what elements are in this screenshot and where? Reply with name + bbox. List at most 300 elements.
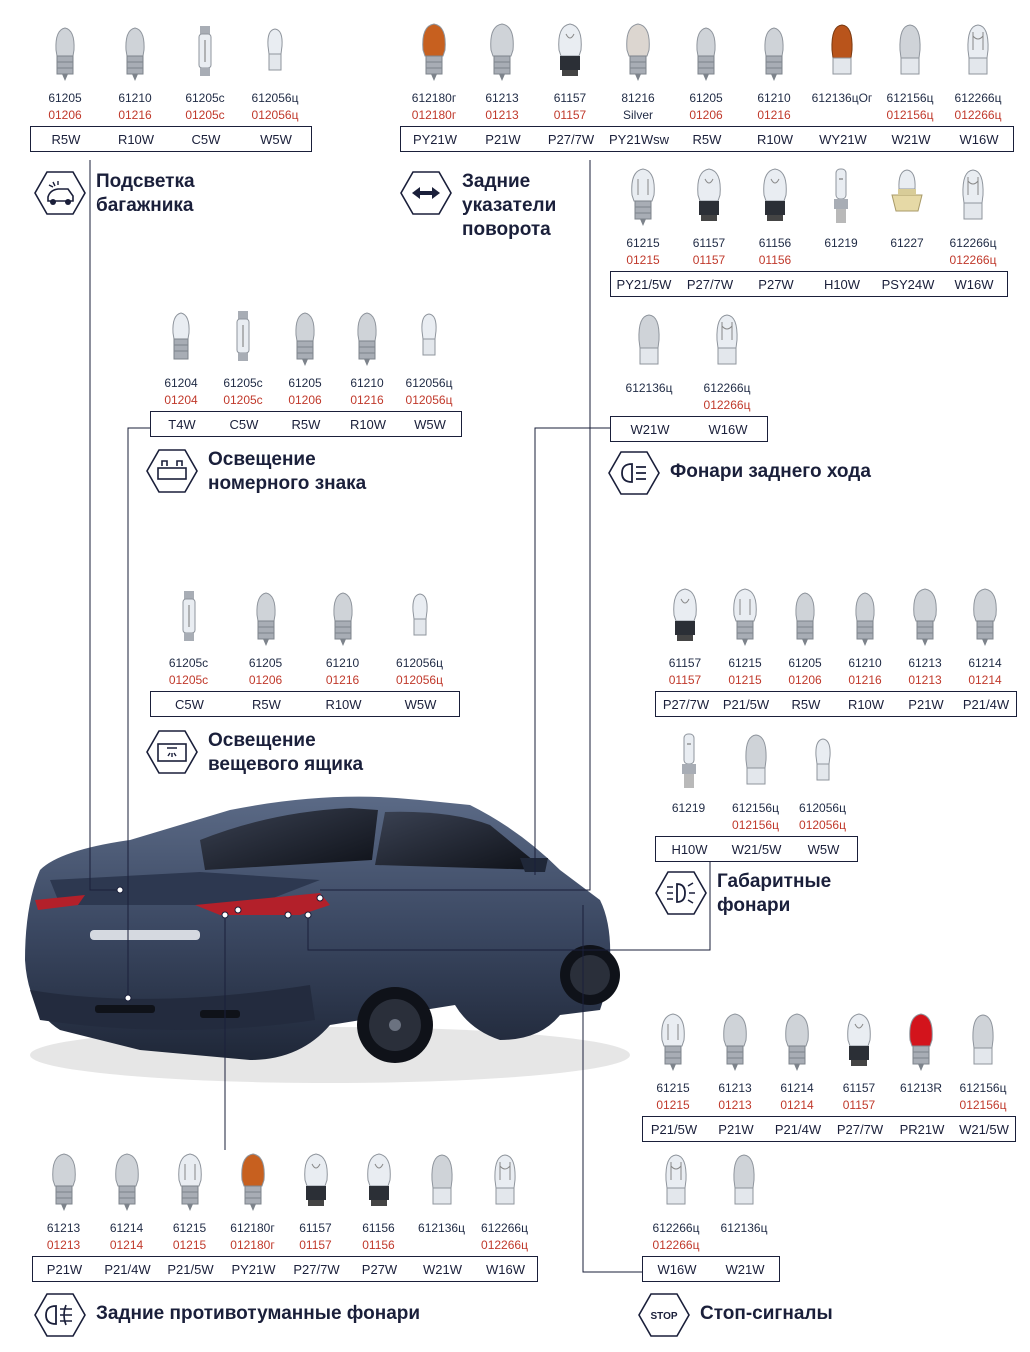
- article-code-primary: 61156: [758, 236, 792, 250]
- title-glovebox-line1: Освещение: [208, 730, 316, 751]
- bulb-image-amber-wedge: [812, 20, 872, 90]
- article-code-primary: 612056ц: [405, 376, 453, 390]
- connector-plate: [128, 428, 150, 998]
- title-reverse-line1: Фонари заднего хода: [670, 461, 871, 482]
- article-code-alt: 01206: [689, 108, 723, 122]
- bulb-image-plastic-base: [745, 165, 805, 235]
- article-code-primary: 61157: [553, 91, 587, 105]
- article-code: [654, 800, 724, 834]
- article-code: [872, 235, 942, 269]
- group-brake-2-type-table: [642, 1256, 780, 1282]
- group-glovebox-type-table: [150, 691, 460, 717]
- article-code: [740, 235, 810, 269]
- article-code-primary: 61205: [689, 91, 723, 105]
- article-code: [100, 90, 170, 124]
- stop-icon: [638, 1292, 690, 1338]
- bulb-image-wedge-small: [245, 20, 305, 90]
- article-code-primary: 61205: [288, 376, 322, 390]
- article-code-alt: 012266ц: [954, 108, 1002, 122]
- bulb-image-wedge: [953, 1010, 1013, 1080]
- bulb-type-cell: C5W: [229, 416, 259, 432]
- group-rear-turn-codes: [400, 90, 1012, 126]
- group-rear-turn-2-codes: [610, 235, 1006, 271]
- bulb-type-cell: W21W: [891, 131, 931, 147]
- bulb-image-ba15s: [767, 1010, 827, 1080]
- bulb-image-ba15d: [613, 165, 673, 235]
- article-code-alt: 012056ц: [251, 108, 299, 122]
- bulb-image-ba15s: [472, 20, 532, 90]
- bulb-image-red-ba15: [891, 1010, 951, 1080]
- article-code-alt: [654, 817, 724, 834]
- article-code-primary: 61213: [718, 1081, 752, 1095]
- article-code-primary: 61210: [848, 656, 882, 670]
- article-code-alt: 01215: [172, 1238, 207, 1252]
- bulb-type-cell: R5W: [791, 696, 821, 712]
- bulb-image-ba15s: [705, 1010, 765, 1080]
- article-code-alt: 012156ц: [959, 1098, 1007, 1112]
- article-code: [943, 90, 1013, 124]
- bulb-image-psy24: [877, 165, 937, 235]
- bulb-image-festoon: [213, 305, 273, 375]
- group-trunk: [30, 20, 310, 152]
- article-code-primary: 612266ц: [954, 91, 1002, 105]
- article-code-primary: 612156ц: [732, 801, 779, 815]
- group-glovebox: [150, 585, 458, 717]
- article-code-primary: 612266ц: [652, 1221, 700, 1235]
- article-code-primary: 61213: [46, 1221, 81, 1235]
- article-code-alt: 012266ц: [481, 1238, 528, 1252]
- bulb-image-plastic-base: [829, 1010, 889, 1080]
- bulb-type-cell: W16W: [959, 131, 999, 147]
- article-code: [762, 1080, 832, 1114]
- article-code-alt: 01215: [728, 673, 762, 687]
- bulb-type-cell: W16W: [486, 1261, 525, 1277]
- article-code: [470, 1220, 540, 1254]
- article-code-primary: 61205: [248, 656, 283, 670]
- article-code: [29, 1220, 99, 1254]
- article-code-alt: 01213: [908, 673, 942, 687]
- group-reverse-type-table: [610, 416, 768, 442]
- group-brake-type-table: [642, 1116, 1016, 1142]
- article-code-primary: 61213: [485, 91, 519, 105]
- type-row: [643, 1117, 1016, 1142]
- bulb-image-wedge-clear: [948, 20, 1008, 90]
- group-glovebox-bulbs: [150, 585, 458, 655]
- article-code: [208, 375, 278, 409]
- article-code: [231, 655, 301, 689]
- article-code-alt: 01206: [788, 673, 822, 687]
- bulb-type-cell: P27/7W: [547, 131, 595, 147]
- article-code-alt: 01157: [299, 1238, 332, 1252]
- turn-signal-icon: [400, 170, 452, 216]
- group-brake-2-codes: [642, 1220, 778, 1256]
- article-code-alt: 01156: [758, 253, 792, 267]
- bulb-image-halogen: [659, 730, 719, 800]
- article-code-alt: [614, 397, 684, 414]
- article-code: [948, 1080, 1018, 1114]
- article-code-alt: 01157: [668, 673, 702, 687]
- group-rear-turn-bulbs: [400, 20, 1012, 90]
- article-code: [806, 235, 876, 269]
- article-code-primary: 61210: [325, 656, 360, 670]
- bulb-image-silver-ba15: [608, 20, 668, 90]
- bulb-type-cell: P27W: [758, 276, 794, 292]
- article-code-primary: 61219: [824, 236, 858, 250]
- bulb-type-cell: P27/7W: [293, 1261, 340, 1277]
- article-code-alt: 01205с: [185, 108, 225, 122]
- stop-icon-label: STOP: [650, 1311, 678, 1322]
- group-position-codes: [655, 655, 1015, 691]
- group-position-2: [655, 730, 856, 862]
- article-code: [938, 235, 1008, 269]
- article-code-alt: Silver: [622, 108, 653, 122]
- article-code-primary: 61213: [908, 656, 942, 670]
- bulb-type-cell: PSY24W: [881, 276, 935, 292]
- group-plate-bulbs: [150, 305, 460, 375]
- article-code: [154, 655, 224, 689]
- article-code-alt: [886, 1097, 956, 1114]
- bulb-image-ba15s: [895, 585, 955, 655]
- bulb-type-cell: R10W: [847, 696, 885, 712]
- group-reverse-codes: [610, 380, 766, 416]
- trunk-light-icon: [34, 170, 86, 216]
- bulb-image-ba15s: [34, 1150, 94, 1220]
- bulb-image-wedge-clear: [475, 1150, 535, 1220]
- bulb-image-small-ba15s: [275, 305, 335, 375]
- bulb-type-cell: W21W: [725, 1261, 765, 1277]
- bulb-image-small-ba15s: [105, 20, 165, 90]
- article-code: [240, 90, 310, 124]
- bulb-type-cell: P21/4W: [962, 696, 1010, 712]
- group-rear-fog-bulbs: [32, 1150, 536, 1220]
- group-reverse: [610, 310, 766, 442]
- article-code-primary: 61205: [48, 91, 82, 105]
- article-code: [875, 90, 945, 124]
- bulb-type-cell: P21/5W: [167, 1261, 214, 1277]
- article-code: [155, 1220, 225, 1254]
- article-code-alt: 01216: [325, 673, 360, 687]
- title-plate-line2: номерного знака: [208, 473, 367, 494]
- bulb-image-wedge: [412, 1150, 472, 1220]
- bulb-type-cell: W21W: [630, 421, 670, 437]
- bulb-image-amber-ba15: [223, 1150, 283, 1220]
- group-rear-turn-2: [610, 165, 1006, 297]
- article-code: [467, 90, 537, 124]
- bulb-image-wedge-small: [793, 730, 853, 800]
- article-code-primary: 61157: [842, 1081, 876, 1095]
- bulb-type-cell: P21/5W: [650, 1121, 698, 1137]
- glovebox-light-icon: [146, 729, 198, 775]
- bulb-type-cell: W21/5W: [959, 1121, 1009, 1137]
- article-code-alt: [806, 252, 876, 269]
- title-brake-line1: Стоп-сигналы: [700, 1303, 833, 1324]
- bulb-image-wedge: [880, 20, 940, 90]
- article-code-primary: 612136ц: [418, 1221, 465, 1235]
- title-reverse: [608, 450, 871, 496]
- group-glovebox-codes: [150, 655, 458, 691]
- article-code: [146, 375, 216, 409]
- bulb-type-cell: P21W: [908, 696, 944, 712]
- bulb-image-small-ba15s: [775, 585, 835, 655]
- article-code-alt: 01215: [626, 253, 660, 267]
- article-code-primary: 612056ц: [799, 801, 846, 815]
- bulb-type-cell: P21W: [718, 1121, 754, 1137]
- group-brake-2-bulbs: [642, 1150, 778, 1220]
- article-code-alt: 01213: [485, 108, 519, 122]
- bulb-type-cell: W5W: [414, 416, 446, 432]
- bulb-image-ba15s: [955, 585, 1015, 655]
- bulb-type-cell: PY21Wsw: [609, 131, 669, 147]
- type-row: [656, 692, 1017, 717]
- group-rear-fog-codes: [32, 1220, 536, 1256]
- article-code: [394, 375, 464, 409]
- article-code-primary: 612136ц: [720, 1221, 768, 1235]
- bulb-type-cell: P27W: [361, 1261, 398, 1277]
- bulb-image-ba15d: [643, 1010, 703, 1080]
- bulb-type-cell: PY21W: [412, 131, 458, 147]
- group-rear-fog-type-table: [32, 1256, 538, 1282]
- article-code-primary: 61227: [890, 236, 924, 250]
- bulb-type-cell: T4W: [168, 416, 196, 432]
- title-rear-fog: [34, 1292, 420, 1338]
- article-code-alt: 01156: [362, 1238, 395, 1252]
- article-code-alt: 01216: [350, 393, 384, 407]
- connector-dots: [117, 887, 323, 1001]
- bulb-image-wedge-clear: [697, 310, 757, 380]
- article-code-alt: 012180г: [411, 108, 457, 122]
- article-code-alt: 01157: [842, 1098, 876, 1112]
- title-rear-turn-line1: Задние: [462, 171, 531, 192]
- article-code: [692, 380, 762, 414]
- article-code-primary: 61205с: [185, 91, 225, 105]
- article-code: [385, 655, 455, 689]
- article-code-alt: 012056ц: [396, 673, 443, 687]
- car-illustration: [25, 797, 630, 1083]
- bulb-image-ba15d: [715, 585, 775, 655]
- group-rear-turn-2-bulbs: [610, 165, 1006, 235]
- article-code-primary: 61213R: [899, 1081, 943, 1095]
- group-position-2-codes: [655, 800, 856, 836]
- bulb-type-cell: R5W: [51, 131, 81, 147]
- title-plate-line1: Освещение: [208, 449, 316, 470]
- article-code: [603, 90, 673, 124]
- bulb-type-cell: R10W: [325, 696, 362, 712]
- article-code-primary: 61214: [968, 656, 1002, 670]
- article-code-primary: 612056ц: [396, 656, 443, 670]
- bulb-type-cell: WY21W: [819, 131, 867, 147]
- bulb-type-cell: W16W: [708, 421, 748, 437]
- type-row: [151, 412, 462, 437]
- group-rear-turn-type-table: [400, 126, 1014, 152]
- bulb-image-wedge-clear: [646, 1150, 706, 1220]
- article-code-alt: 012266ц: [703, 398, 751, 412]
- title-rear-fog-line1: Задние противотуманные фонари: [96, 1303, 421, 1324]
- bulb-image-halogen: [811, 165, 871, 235]
- bulb-image-festoon: [175, 20, 235, 90]
- article-code-primary: 61204: [164, 376, 198, 390]
- article-code: [608, 235, 678, 269]
- article-code-alt: 01206: [288, 393, 322, 407]
- title-glovebox: [146, 729, 363, 777]
- article-code-primary: 612136цОг: [811, 91, 873, 105]
- article-code-alt: 01157: [553, 108, 587, 122]
- article-code-primary: 61210: [118, 91, 152, 105]
- bulb-image-t4w: [151, 305, 211, 375]
- title-trunk: [34, 170, 195, 218]
- article-code-primary: 612156ц: [959, 1081, 1007, 1095]
- article-code: [671, 90, 741, 124]
- article-code-alt: 01213: [46, 1238, 81, 1252]
- group-plate-codes: [150, 375, 460, 411]
- bulb-type-cell: R5W: [252, 696, 281, 712]
- type-row: [611, 272, 1008, 297]
- bulb-type-cell: P21W: [485, 131, 521, 147]
- article-code-alt: 012266ц: [949, 253, 997, 267]
- article-code: [270, 375, 340, 409]
- group-position-2-bulbs: [655, 730, 856, 800]
- bulb-image-small-ba15s: [744, 20, 804, 90]
- article-code: [674, 235, 744, 269]
- bulb-type-cell: H10W: [823, 276, 861, 292]
- article-code-alt: 012156ц: [732, 818, 779, 832]
- type-row: [33, 1257, 538, 1282]
- group-trunk-type-table: [30, 126, 312, 152]
- article-code-primary: 61210: [757, 91, 791, 105]
- article-code-alt: 012180г: [230, 1238, 275, 1252]
- bulb-image-wedge-small: [399, 305, 459, 375]
- article-code: [170, 90, 240, 124]
- article-code-alt: [407, 1237, 477, 1254]
- article-code: [807, 90, 877, 124]
- group-brake-bulbs: [642, 1010, 1014, 1080]
- bulb-type-cell: W16W: [954, 276, 994, 292]
- article-code: [641, 1220, 711, 1254]
- article-code: [218, 1220, 288, 1254]
- article-code: [709, 1220, 779, 1254]
- article-code: [824, 1080, 894, 1114]
- article-code-primary: 61215: [656, 1081, 690, 1095]
- article-code: [407, 1220, 477, 1254]
- article-code-alt: 01206: [248, 673, 283, 687]
- bulb-type-cell: PR21W: [899, 1121, 945, 1137]
- bulb-type-cell: P27/7W: [836, 1121, 884, 1137]
- title-trunk-line1: Подсветка: [96, 171, 195, 192]
- article-code-primary: 61215: [626, 236, 660, 250]
- article-code: [332, 375, 402, 409]
- bulb-type-cell: PY21W: [231, 1261, 276, 1277]
- article-code-primary: 61214: [780, 1081, 814, 1095]
- group-reverse-bulbs: [610, 310, 766, 380]
- article-code-primary: 612180г: [411, 91, 457, 105]
- title-rear-turn-line3: поворота: [462, 219, 551, 240]
- group-brake-codes: [642, 1080, 1014, 1116]
- bulb-type-cell: P27/7W: [686, 276, 734, 292]
- bulb-image-plastic-base: [679, 165, 739, 235]
- article-code: [30, 90, 100, 124]
- article-code: [399, 90, 469, 124]
- article-code: [281, 1220, 351, 1254]
- bulb-image-ba15s: [97, 1150, 157, 1220]
- article-code: [308, 655, 378, 689]
- article-code-alt: 01214: [109, 1238, 144, 1252]
- connector-rear-turn: [320, 160, 590, 890]
- bulb-image-small-ba15s: [835, 585, 895, 655]
- connector-position: [308, 862, 710, 950]
- article-code-alt: [807, 107, 877, 124]
- article-code-primary: 81216: [621, 91, 655, 105]
- article-code-primary: 612266ц: [949, 236, 997, 250]
- title-position-line1: Габаритные: [717, 871, 832, 892]
- article-code-primary: 61214: [109, 1221, 144, 1235]
- article-code-alt: 01216: [848, 673, 882, 687]
- bulb-image-small-ba15s: [337, 305, 397, 375]
- type-row: [31, 127, 312, 152]
- connector-brake: [583, 905, 642, 1272]
- article-code-alt: 01213: [718, 1098, 752, 1112]
- title-position-line2: фонари: [717, 895, 791, 916]
- article-code-primary: 61210: [350, 376, 384, 390]
- article-code: [886, 1080, 956, 1114]
- rear-fog-icon: [34, 1292, 86, 1338]
- article-code: [535, 90, 605, 124]
- bulb-image-wedge: [619, 310, 679, 380]
- group-brake-2: [642, 1150, 778, 1282]
- title-rear-turn: [400, 170, 556, 242]
- article-code-alt: 01157: [692, 253, 726, 267]
- article-code-primary: 61157: [692, 236, 726, 250]
- type-row: [656, 837, 858, 862]
- bulb-image-ba15d: [160, 1150, 220, 1220]
- bulb-type-cell: W21/5W: [731, 841, 782, 857]
- title-glovebox-line2: вещевого ящика: [208, 754, 364, 775]
- bulb-type-cell: W5W: [260, 131, 292, 147]
- article-code-primary: 612136ц: [625, 381, 673, 395]
- connector-trunk: [90, 160, 120, 890]
- article-code-alt: 01206: [48, 108, 82, 122]
- bulb-image-amber-ba15: [404, 20, 464, 90]
- article-code-alt: 012056ц: [405, 393, 453, 407]
- group-brake: [642, 1010, 1014, 1142]
- bulb-type-cell: W5W: [404, 696, 437, 712]
- article-code-alt: 01204: [164, 393, 198, 407]
- group-position-bulbs: [655, 585, 1015, 655]
- bulb-image-wedge-clear: [943, 165, 1003, 235]
- article-code: [700, 1080, 770, 1114]
- group-plate-type-table: [150, 411, 462, 437]
- article-code-alt: 01215: [656, 1098, 690, 1112]
- bulb-type-cell: W21W: [423, 1261, 462, 1277]
- bulb-type-cell: R10W: [349, 416, 387, 432]
- bulb-image-festoon: [159, 585, 219, 655]
- bulb-image-wedge: [726, 730, 786, 800]
- license-plate-icon: [146, 448, 198, 494]
- bulb-type-cell: PY21/5W: [616, 276, 672, 292]
- article-code-primary: 61157: [668, 656, 702, 670]
- group-plate: [150, 305, 460, 437]
- title-brake: [638, 1292, 833, 1338]
- bulb-image-small-ba15s: [236, 585, 296, 655]
- bulb-type-cell: C5W: [191, 131, 221, 147]
- article-code: [950, 655, 1020, 689]
- bulb-image-wedge: [714, 1150, 774, 1220]
- bulb-type-cell: P21/4W: [774, 1121, 822, 1137]
- article-code-primary: 612056ц: [251, 91, 299, 105]
- article-code-primary: 61219: [671, 801, 706, 815]
- group-rear-turn-2-type-table: [610, 271, 1008, 297]
- article-code-alt: [709, 1237, 779, 1254]
- article-code-alt: 012266ц: [652, 1238, 700, 1252]
- article-code: [344, 1220, 414, 1254]
